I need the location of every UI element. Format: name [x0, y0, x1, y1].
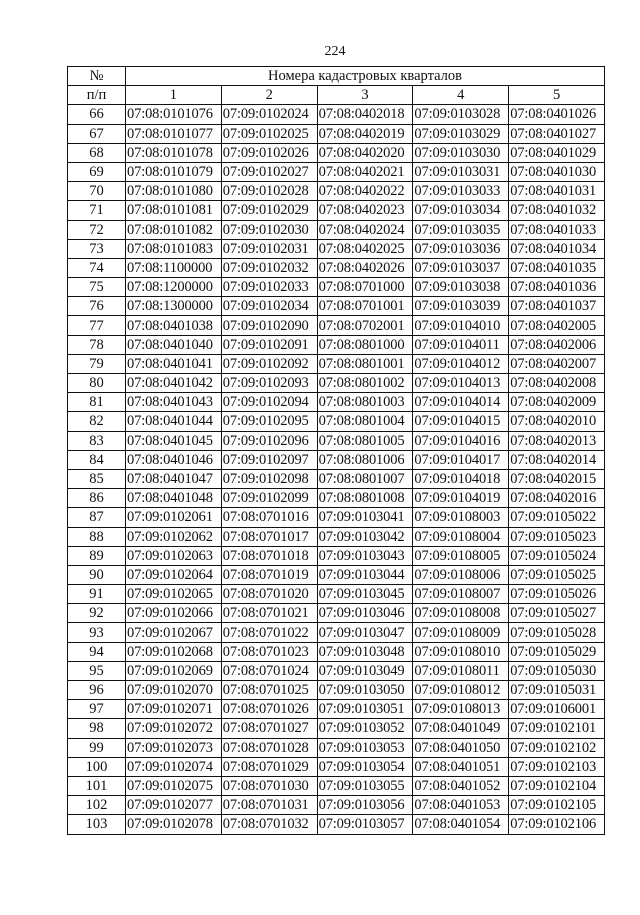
header-col-5: 5 [509, 86, 605, 105]
table-row [68, 105, 605, 124]
cadastral-code-cell: 07:09:0105026 [509, 585, 605, 604]
cadastral-code-cell: 07:08:0401052 [413, 776, 509, 795]
cadastral-code-cell: 07:08:0401045 [126, 431, 222, 450]
cadastral-code-cell: 07:08:0702001 [317, 316, 413, 335]
table-row [68, 796, 605, 815]
row-number-cell: 103 [68, 815, 126, 834]
header-col-2: 2 [221, 86, 317, 105]
row-number-cell: 79 [68, 354, 126, 373]
table-row [68, 585, 605, 604]
cadastral-code-cell: 07:09:0103031 [413, 162, 509, 181]
cadastral-code-cell: 07:08:0402005 [509, 316, 605, 335]
cadastral-code-cell: 07:08:0401031 [509, 182, 605, 201]
cadastral-code-cell: 07:08:0401044 [126, 412, 222, 431]
cadastral-code-cell: 07:08:0701016 [221, 508, 317, 527]
table-row [68, 604, 605, 623]
cadastral-code-cell: 07:09:0108009 [413, 623, 509, 642]
cadastral-code-cell: 07:08:0402014 [509, 450, 605, 469]
row-number-cell: 97 [68, 700, 126, 719]
table-row [68, 316, 605, 335]
cadastral-code-cell: 07:08:0701001 [317, 297, 413, 316]
row-number-cell: 99 [68, 738, 126, 757]
cadastral-code-cell: 07:09:0104013 [413, 374, 509, 393]
cadastral-code-cell: 07:08:0101080 [126, 182, 222, 201]
cadastral-code-cell: 07:09:0103048 [317, 642, 413, 661]
cadastral-code-cell: 07:08:0701023 [221, 642, 317, 661]
table-row [68, 450, 605, 469]
cadastral-code-cell: 07:09:0103030 [413, 143, 509, 162]
cadastral-code-cell: 07:09:0104014 [413, 393, 509, 412]
cadastral-code-cell: 07:09:0103036 [413, 239, 509, 258]
table-row [68, 143, 605, 162]
cadastral-code-cell: 07:09:0103033 [413, 182, 509, 201]
cadastral-code-cell: 07:09:0102024 [221, 105, 317, 124]
row-number-cell: 100 [68, 757, 126, 776]
row-number-cell: 73 [68, 239, 126, 258]
cadastral-code-cell: 07:09:0104010 [413, 316, 509, 335]
table-row [68, 546, 605, 565]
cadastral-code-cell: 07:08:0701017 [221, 527, 317, 546]
row-number-cell: 87 [68, 508, 126, 527]
cadastral-code-cell: 07:09:0105024 [509, 546, 605, 565]
cadastral-code-cell: 07:09:0102090 [221, 316, 317, 335]
table-row [68, 757, 605, 776]
table-row [68, 162, 605, 181]
cadastral-code-cell: 07:09:0103043 [317, 546, 413, 565]
cadastral-code-cell: 07:08:0701028 [221, 738, 317, 757]
row-number-cell: 89 [68, 546, 126, 565]
cadastral-code-cell: 07:09:0102077 [126, 796, 222, 815]
cadastral-code-cell: 07:09:0103041 [317, 508, 413, 527]
cadastral-code-cell: 07:09:0103042 [317, 527, 413, 546]
cadastral-code-cell: 07:09:0103054 [317, 757, 413, 776]
cadastral-code-cell: 07:08:0801005 [317, 431, 413, 450]
row-number-cell: 95 [68, 661, 126, 680]
cadastral-code-cell: 07:09:0105029 [509, 642, 605, 661]
cadastral-code-cell: 07:08:0701026 [221, 700, 317, 719]
cadastral-code-cell: 07:08:0401030 [509, 162, 605, 181]
cadastral-code-cell: 07:09:0102062 [126, 527, 222, 546]
cadastral-code-cell: 07:09:0105030 [509, 661, 605, 680]
cadastral-code-cell: 07:09:0102071 [126, 700, 222, 719]
cadastral-code-cell: 07:08:0402010 [509, 412, 605, 431]
table-row [68, 469, 605, 488]
table-row [68, 239, 605, 258]
cadastral-code-cell: 07:09:0102073 [126, 738, 222, 757]
table-row [68, 182, 605, 201]
row-number-cell: 88 [68, 527, 126, 546]
cadastral-code-cell: 07:08:0401036 [509, 278, 605, 297]
cadastral-code-cell: 07:09:0102027 [221, 162, 317, 181]
table-row [68, 335, 605, 354]
cadastral-code-cell: 07:08:0701018 [221, 546, 317, 565]
cadastral-code-cell: 07:08:0402007 [509, 354, 605, 373]
cadastral-code-cell: 07:09:0104016 [413, 431, 509, 450]
cadastral-code-cell: 07:09:0105025 [509, 565, 605, 584]
cadastral-code-cell: 07:09:0103035 [413, 220, 509, 239]
cadastral-code-cell: 07:09:0103056 [317, 796, 413, 815]
cadastral-code-cell: 07:09:0108013 [413, 700, 509, 719]
cadastral-code-cell: 07:08:0701031 [221, 796, 317, 815]
cadastral-code-cell: 07:08:0401043 [126, 393, 222, 412]
cadastral-code-cell: 07:09:0104017 [413, 450, 509, 469]
row-number-cell: 80 [68, 374, 126, 393]
cadastral-code-cell: 07:09:0102097 [221, 450, 317, 469]
table-row [68, 258, 605, 277]
cadastral-code-cell: 07:09:0104011 [413, 335, 509, 354]
row-number-cell: 81 [68, 393, 126, 412]
cadastral-code-cell: 07:08:0701027 [221, 719, 317, 738]
cadastral-code-cell: 07:08:0801002 [317, 374, 413, 393]
cadastral-code-cell: 07:09:0102093 [221, 374, 317, 393]
cadastral-code-cell: 07:09:0108011 [413, 661, 509, 680]
table-row [68, 623, 605, 642]
cadastral-code-cell: 07:09:0102064 [126, 565, 222, 584]
cadastral-code-cell: 07:09:0102101 [509, 719, 605, 738]
cadastral-code-cell: 07:08:0401032 [509, 201, 605, 220]
cadastral-code-cell: 07:08:0801006 [317, 450, 413, 469]
cadastral-code-cell: 07:08:0401047 [126, 469, 222, 488]
cadastral-code-cell: 07:09:0108006 [413, 565, 509, 584]
cadastral-code-cell: 07:09:0103047 [317, 623, 413, 642]
table-header-row-2 [68, 86, 605, 105]
cadastral-code-cell: 07:08:0402020 [317, 143, 413, 162]
cadastral-code-cell: 07:09:0102063 [126, 546, 222, 565]
cadastral-code-cell: 07:09:0103037 [413, 258, 509, 277]
cadastral-code-cell: 07:09:0104015 [413, 412, 509, 431]
cadastral-code-cell: 07:08:0401046 [126, 450, 222, 469]
table-row [68, 776, 605, 795]
cadastral-code-cell: 07:09:0103046 [317, 604, 413, 623]
cadastral-code-cell: 07:09:0103053 [317, 738, 413, 757]
cadastral-code-cell: 07:08:0801001 [317, 354, 413, 373]
table-row [68, 489, 605, 508]
cadastral-code-cell: 07:09:0103051 [317, 700, 413, 719]
table-row [68, 719, 605, 738]
cadastral-code-cell: 07:09:0105028 [509, 623, 605, 642]
cadastral-code-cell: 07:09:0102102 [509, 738, 605, 757]
cadastral-code-cell: 07:09:0102030 [221, 220, 317, 239]
cadastral-code-cell: 07:09:0102095 [221, 412, 317, 431]
header-num-label: № [68, 67, 126, 86]
header-col-1: 1 [126, 86, 222, 105]
cadastral-code-cell: 07:08:0701000 [317, 278, 413, 297]
cadastral-code-cell: 07:08:0402016 [509, 489, 605, 508]
cadastral-code-cell: 07:09:0102096 [221, 431, 317, 450]
row-number-cell: 67 [68, 124, 126, 143]
row-number-cell: 77 [68, 316, 126, 335]
cadastral-code-cell: 07:08:0401049 [413, 719, 509, 738]
cadastral-code-cell: 07:09:0103057 [317, 815, 413, 834]
cadastral-code-cell: 07:08:0402026 [317, 258, 413, 277]
cadastral-code-cell: 07:08:0101082 [126, 220, 222, 239]
cadastral-code-cell: 07:08:0402006 [509, 335, 605, 354]
header-col-4: 4 [413, 86, 509, 105]
cadastral-code-cell: 07:08:0401040 [126, 335, 222, 354]
cadastral-code-cell: 07:09:0102066 [126, 604, 222, 623]
cadastral-code-cell: 07:08:0101076 [126, 105, 222, 124]
cadastral-code-cell: 07:09:0102028 [221, 182, 317, 201]
cadastral-code-cell: 07:08:1200000 [126, 278, 222, 297]
row-number-cell: 98 [68, 719, 126, 738]
cadastral-code-cell: 07:09:0102094 [221, 393, 317, 412]
cadastral-quarters-table [67, 66, 605, 835]
cadastral-code-cell: 07:08:0402008 [509, 374, 605, 393]
cadastral-code-cell: 07:09:0102061 [126, 508, 222, 527]
cadastral-code-cell: 07:09:0102106 [509, 815, 605, 834]
cadastral-code-cell: 07:09:0102034 [221, 297, 317, 316]
cadastral-code-cell: 07:09:0106001 [509, 700, 605, 719]
table-row [68, 527, 605, 546]
header-pp-label: п/п [68, 86, 126, 105]
row-number-cell: 70 [68, 182, 126, 201]
cadastral-code-cell: 07:08:0401042 [126, 374, 222, 393]
table-row [68, 431, 605, 450]
cadastral-code-cell: 07:09:0102105 [509, 796, 605, 815]
row-number-cell: 74 [68, 258, 126, 277]
header-group-title: Номера кадастровых кварталов [126, 67, 605, 86]
cadastral-code-cell: 07:09:0102069 [126, 661, 222, 680]
cadastral-code-cell: 07:09:0102098 [221, 469, 317, 488]
cadastral-code-cell: 07:08:0401034 [509, 239, 605, 258]
cadastral-code-cell: 07:09:0102031 [221, 239, 317, 258]
cadastral-code-cell: 07:09:0102029 [221, 201, 317, 220]
row-number-cell: 94 [68, 642, 126, 661]
cadastral-code-cell: 07:08:0402025 [317, 239, 413, 258]
cadastral-code-cell: 07:08:0701021 [221, 604, 317, 623]
row-number-cell: 90 [68, 565, 126, 584]
cadastral-code-cell: 07:09:0102033 [221, 278, 317, 297]
row-number-cell: 71 [68, 201, 126, 220]
cadastral-code-cell: 07:09:0103034 [413, 201, 509, 220]
table-row [68, 278, 605, 297]
table-row [68, 374, 605, 393]
header-col-3: 3 [317, 86, 413, 105]
cadastral-code-cell: 07:09:0108005 [413, 546, 509, 565]
row-number-cell: 83 [68, 431, 126, 450]
cadastral-code-cell: 07:09:0103044 [317, 565, 413, 584]
cadastral-code-cell: 07:08:0701032 [221, 815, 317, 834]
cadastral-code-cell: 07:08:0101079 [126, 162, 222, 181]
cadastral-code-cell: 07:08:0401050 [413, 738, 509, 757]
cadastral-code-cell: 07:08:0401033 [509, 220, 605, 239]
cadastral-code-cell: 07:08:0101077 [126, 124, 222, 143]
cadastral-code-cell: 07:08:0701020 [221, 585, 317, 604]
cadastral-code-cell: 07:08:0401051 [413, 757, 509, 776]
cadastral-code-cell: 07:08:0401041 [126, 354, 222, 373]
row-number-cell: 93 [68, 623, 126, 642]
cadastral-code-cell: 07:09:0103028 [413, 105, 509, 124]
cadastral-code-cell: 07:09:0102075 [126, 776, 222, 795]
cadastral-code-cell: 07:08:0701019 [221, 565, 317, 584]
cadastral-code-cell: 07:09:0108010 [413, 642, 509, 661]
cadastral-code-cell: 07:09:0104019 [413, 489, 509, 508]
cadastral-code-cell: 07:08:0801004 [317, 412, 413, 431]
cadastral-code-cell: 07:08:0101083 [126, 239, 222, 258]
cadastral-code-cell: 07:09:0102074 [126, 757, 222, 776]
cadastral-code-cell: 07:08:1300000 [126, 297, 222, 316]
table-row [68, 565, 605, 584]
cadastral-code-cell: 07:08:0701030 [221, 776, 317, 795]
cadastral-code-cell: 07:09:0102026 [221, 143, 317, 162]
table-body [68, 105, 605, 834]
cadastral-code-cell: 07:08:0402019 [317, 124, 413, 143]
table-row [68, 700, 605, 719]
cadastral-code-cell: 07:09:0105027 [509, 604, 605, 623]
row-number-cell: 102 [68, 796, 126, 815]
table-row [68, 354, 605, 373]
cadastral-code-cell: 07:08:0401054 [413, 815, 509, 834]
row-number-cell: 96 [68, 681, 126, 700]
table-row [68, 412, 605, 431]
cadastral-code-cell: 07:08:0701022 [221, 623, 317, 642]
cadastral-code-cell: 07:09:0102092 [221, 354, 317, 373]
cadastral-code-cell: 07:09:0102025 [221, 124, 317, 143]
cadastral-code-cell: 07:08:0401037 [509, 297, 605, 316]
cadastral-code-cell: 07:08:0401048 [126, 489, 222, 508]
cadastral-code-cell: 07:08:0402018 [317, 105, 413, 124]
cadastral-code-cell: 07:08:0701024 [221, 661, 317, 680]
cadastral-code-cell: 07:08:0402023 [317, 201, 413, 220]
table-row [68, 681, 605, 700]
cadastral-code-cell: 07:09:0102070 [126, 681, 222, 700]
cadastral-code-cell: 07:08:0402009 [509, 393, 605, 412]
cadastral-code-cell: 07:09:0108004 [413, 527, 509, 546]
cadastral-code-cell: 07:08:0402021 [317, 162, 413, 181]
cadastral-code-cell: 07:09:0108012 [413, 681, 509, 700]
cadastral-code-cell: 07:08:0701029 [221, 757, 317, 776]
cadastral-code-cell: 07:09:0102065 [126, 585, 222, 604]
table-row [68, 393, 605, 412]
cadastral-code-cell: 07:09:0102032 [221, 258, 317, 277]
cadastral-code-cell: 07:09:0105022 [509, 508, 605, 527]
row-number-cell: 66 [68, 105, 126, 124]
cadastral-code-cell: 07:09:0102091 [221, 335, 317, 354]
cadastral-code-cell: 07:08:0401053 [413, 796, 509, 815]
table-header-row-1 [68, 67, 605, 86]
cadastral-code-cell: 07:08:0801003 [317, 393, 413, 412]
cadastral-code-cell: 07:08:0402024 [317, 220, 413, 239]
cadastral-code-cell: 07:08:0401029 [509, 143, 605, 162]
row-number-cell: 78 [68, 335, 126, 354]
cadastral-code-cell: 07:09:0103045 [317, 585, 413, 604]
row-number-cell: 86 [68, 489, 126, 508]
cadastral-code-cell: 07:09:0102067 [126, 623, 222, 642]
cadastral-code-cell: 07:08:0401038 [126, 316, 222, 335]
cadastral-code-cell: 07:09:0104018 [413, 469, 509, 488]
cadastral-code-cell: 07:09:0103038 [413, 278, 509, 297]
cadastral-code-cell: 07:09:0102078 [126, 815, 222, 834]
table-row [68, 661, 605, 680]
cadastral-code-cell: 07:09:0102104 [509, 776, 605, 795]
cadastral-code-cell: 07:08:0701025 [221, 681, 317, 700]
cadastral-code-cell: 07:09:0103050 [317, 681, 413, 700]
cadastral-code-cell: 07:08:0402015 [509, 469, 605, 488]
cadastral-code-cell: 07:09:0105023 [509, 527, 605, 546]
table-row [68, 201, 605, 220]
row-number-cell: 92 [68, 604, 126, 623]
cadastral-code-cell: 07:09:0102103 [509, 757, 605, 776]
row-number-cell: 69 [68, 162, 126, 181]
row-number-cell: 91 [68, 585, 126, 604]
cadastral-code-cell: 07:08:0801007 [317, 469, 413, 488]
cadastral-code-cell: 07:09:0103039 [413, 297, 509, 316]
cadastral-code-cell: 07:09:0102072 [126, 719, 222, 738]
cadastral-code-cell: 07:09:0108003 [413, 508, 509, 527]
cadastral-code-cell: 07:08:0101078 [126, 143, 222, 162]
cadastral-code-cell: 07:09:0102099 [221, 489, 317, 508]
table-row [68, 738, 605, 757]
cadastral-code-cell: 07:08:0801000 [317, 335, 413, 354]
cadastral-code-cell: 07:09:0102068 [126, 642, 222, 661]
cadastral-code-cell: 07:09:0103052 [317, 719, 413, 738]
cadastral-code-cell: 07:09:0108008 [413, 604, 509, 623]
row-number-cell: 68 [68, 143, 126, 162]
cadastral-code-cell: 07:08:0101081 [126, 201, 222, 220]
page-number: 224 [324, 44, 346, 59]
table-row [68, 508, 605, 527]
cadastral-code-cell: 07:09:0103029 [413, 124, 509, 143]
cadastral-code-cell: 07:09:0108007 [413, 585, 509, 604]
cadastral-code-cell: 07:09:0104012 [413, 354, 509, 373]
table-row [68, 220, 605, 239]
table-row [68, 815, 605, 834]
row-number-cell: 72 [68, 220, 126, 239]
table-row [68, 297, 605, 316]
cadastral-code-cell: 07:09:0103049 [317, 661, 413, 680]
table-row [68, 124, 605, 143]
cadastral-code-cell: 07:08:0402022 [317, 182, 413, 201]
cadastral-code-cell: 07:09:0105031 [509, 681, 605, 700]
row-number-cell: 82 [68, 412, 126, 431]
cadastral-code-cell: 07:08:0402013 [509, 431, 605, 450]
row-number-cell: 85 [68, 469, 126, 488]
cadastral-code-cell: 07:08:0401027 [509, 124, 605, 143]
row-number-cell: 84 [68, 450, 126, 469]
cadastral-code-cell: 07:08:0801008 [317, 489, 413, 508]
cadastral-code-cell: 07:08:0401035 [509, 258, 605, 277]
cadastral-code-cell: 07:08:1100000 [126, 258, 222, 277]
cadastral-code-cell: 07:08:0401026 [509, 105, 605, 124]
row-number-cell: 76 [68, 297, 126, 316]
cadastral-code-cell: 07:09:0103055 [317, 776, 413, 795]
row-number-cell: 101 [68, 776, 126, 795]
table-row [68, 642, 605, 661]
row-number-cell: 75 [68, 278, 126, 297]
